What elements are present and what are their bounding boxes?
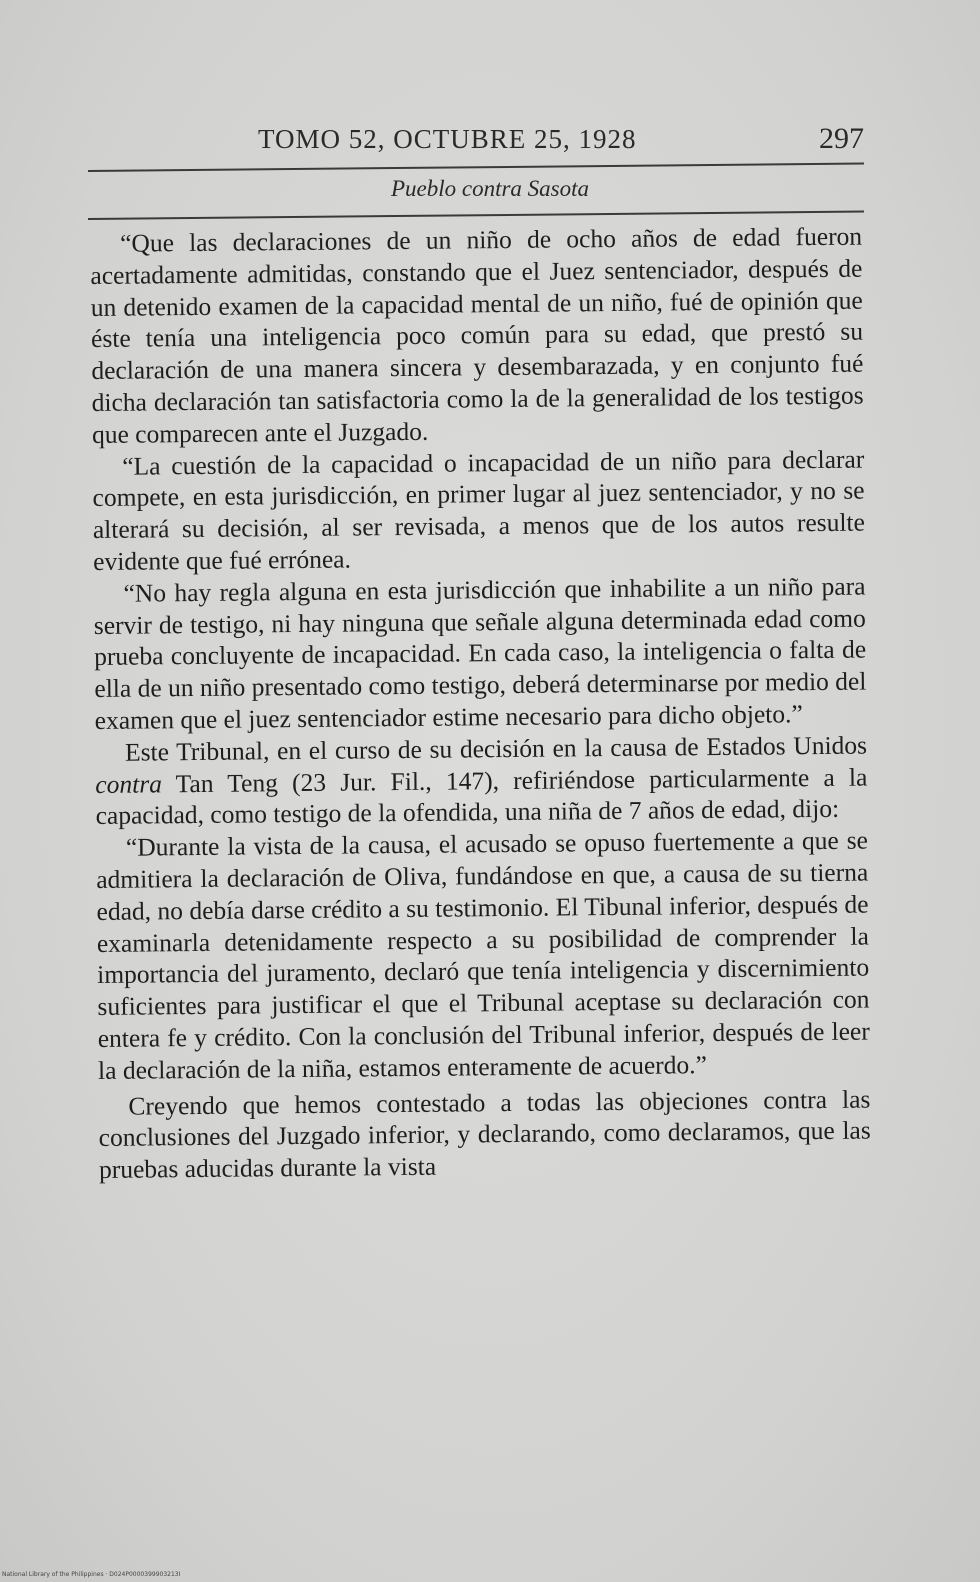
running-title: Pueblo contra Sasota xyxy=(390,176,590,201)
paragraph-2: “La cuestión de la capacidad o incapacidad de un niño para declarar compete, en esta jurisdicción, en primer lugar al juez sentenciador, y no se alterará su decisión, al ser revisada, a menos que de los autos resulte evidente que fué errónea. xyxy=(92,444,865,576)
paragraph-4-text-a: Este Tribunal, en el curso de su decisión en la causa de Estados Unidos xyxy=(124,730,868,767)
header-title: TOMO 52, OCTUBRE 25, 1928 xyxy=(258,124,637,154)
paragraph-5: “Durante la vista de la causa, el acusado se opuso fuertemente a que se admitiera la declaración de Oliva, fundándose en que, a causa de su tierna edad, no debía darse crédito a su testimonio. El Tibunal inferior, después de examinarla detenidamente respecto a su posibilidad de comprender la importancia del juramento, declaró que tenía inteligencia y discernimiento suficientes para justificar el que el Tribunal aceptase su declaración con entera fe y crédito. Con la conclusión del Tribunal inferior, después de leer la declaración de la niña, estamos enteramente de acuerdo.” xyxy=(96,825,870,1085)
page-number: 297 xyxy=(819,122,864,155)
footer-credit: National Library of the Philippines · D024P0000399903213I xyxy=(2,1571,181,1578)
body-text xyxy=(90,221,871,1186)
paragraph-6: Creyendo que hemos contestado a todas las objeciones contra las conclusiones del Juzgado inferior, y declarando, como declaramos, que las pruebas aducidas durante la vista xyxy=(98,1084,871,1185)
running-title-rule xyxy=(88,211,864,220)
page-header xyxy=(88,118,864,168)
paragraph-4-text-b: Tan Teng (23 Jur. Fil., 147), refiriéndose particularmente a la capacidad, como testigo de la ofendida, una niña de 7 años de edad, dijo: xyxy=(95,762,868,831)
paragraph-3: “No hay regla alguna en esta jurisdicción que inhabilite a un niño para servir de testigo, ni hay ninguna que señale alguna determinada edad como prueba concluyente de incapacidad. En cada caso, la inteligencia o falta de ella de un niño presentado como testigo, deberá determinarse por medio del examen que el juez sentenciador estime necesario para dicho objeto.” xyxy=(93,571,867,735)
paragraph-4-italic: contra xyxy=(95,768,163,799)
paragraph-1: “Que las declaraciones de un niño de ocho años de edad fueron acertadamente admitidas, constando que el Juez sentenciador, después de un detenido examen de la capacidad mental de un niño, fué de opinión que éste tenía una inteligencia poco común para su edad, que prestó su declaración de una manera sincera y desembarazada, y en conjunto fué dicha declaración tan satisfactoria como la de la generalidad de los testigos que comparecen ante el Juzgado. xyxy=(90,221,864,449)
paragraph-4 xyxy=(95,729,868,832)
